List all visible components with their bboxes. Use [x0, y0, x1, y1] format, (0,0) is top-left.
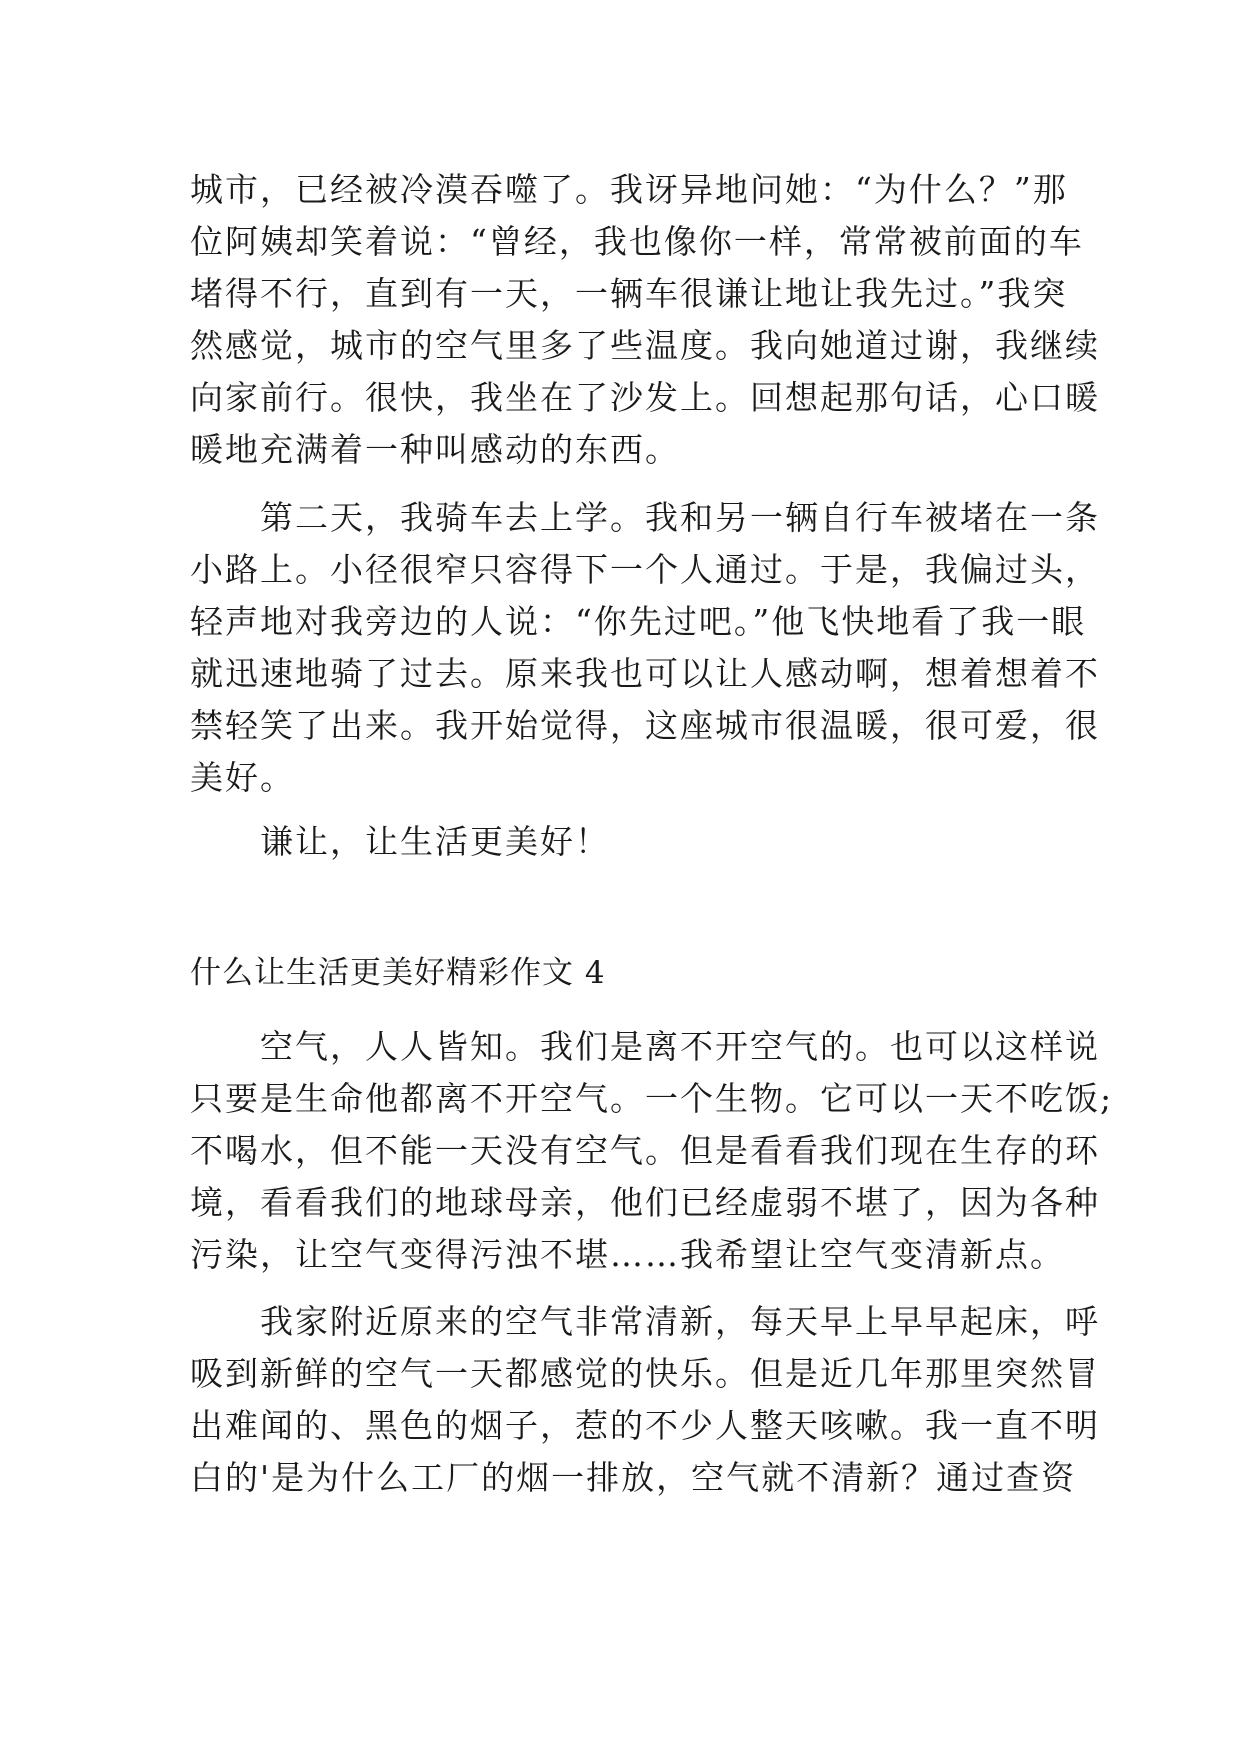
- paragraph-line: 白的'是为什么工厂的烟一排放，空气就不清新？通过查资: [190, 1458, 1077, 1497]
- paragraph-line: 我家附近原来的空气非常清新，每天早上早早起床，呼: [190, 1302, 1100, 1341]
- paragraph-line: 谦让，让生活更美好！: [190, 822, 610, 861]
- paragraph-line: 小路上。小径很窄只容得下一个人通过。于是，我偏过头，: [190, 550, 1100, 589]
- paragraph-line: 禁轻笑了出来。我开始觉得，这座城市很温暖，很可爱，很: [190, 706, 1100, 745]
- paragraph-line: 美好。: [190, 758, 295, 797]
- paragraph-line: 污染，让空气变得污浊不堪……我希望让空气变清新点。: [190, 1235, 1065, 1274]
- paragraph-line: 城市，已经被冷漠吞噬了。我讶异地问她：“为什么？”那: [190, 170, 1068, 209]
- paragraph-line: 然感觉，城市的空气里多了些温度。我向她道过谢，我继续: [190, 326, 1100, 365]
- paragraph-line: 就迅速地骑了过去。原来我也可以让人感动啊，想着想着不: [190, 654, 1100, 693]
- paragraph-line: 第二天，我骑车去上学。我和另一辆自行车被堵在一条: [190, 498, 1100, 537]
- paragraph-line: 暖地充满着一种叫感动的东西。: [190, 430, 680, 469]
- paragraph-line: 向家前行。很快，我坐在了沙发上。回想起那句话，心口暖: [190, 378, 1100, 417]
- paragraph-line: 境，看看我们的地球母亲，他们已经虚弱不堪了，因为各种: [190, 1183, 1100, 1222]
- paragraph-line: 位阿姨却笑着说：“曾经，我也像你一样，常常被前面的车: [190, 222, 1084, 261]
- paragraph-line: 轻声地对我旁边的人说：“你先过吧。”他飞快地看了我一眼: [190, 602, 1087, 641]
- paragraph-line: 吸到新鲜的空气一天都感觉的快乐。但是近几年那里突然冒: [190, 1354, 1100, 1393]
- section-heading: 什么让生活更美好精彩作文 4: [190, 955, 606, 991]
- paragraph-line: 空气，人人皆知。我们是离不开空气的。也可以这样说: [190, 1027, 1100, 1066]
- paragraph-line: 不喝水，但不能一天没有空气。但是看看我们现在生存的环: [190, 1131, 1100, 1170]
- paragraph-line: 只要是生命他都离不开空气。一个生物。它可以一天不吃饭;: [190, 1079, 1114, 1118]
- paragraph-line: 堵得不行，直到有一天，一辆车很谦让地让我先过。”我突: [190, 274, 1068, 313]
- paragraph-line: 出难闻的、黑色的烟子，惹的不少人整天咳嗽。我一直不明: [190, 1406, 1100, 1445]
